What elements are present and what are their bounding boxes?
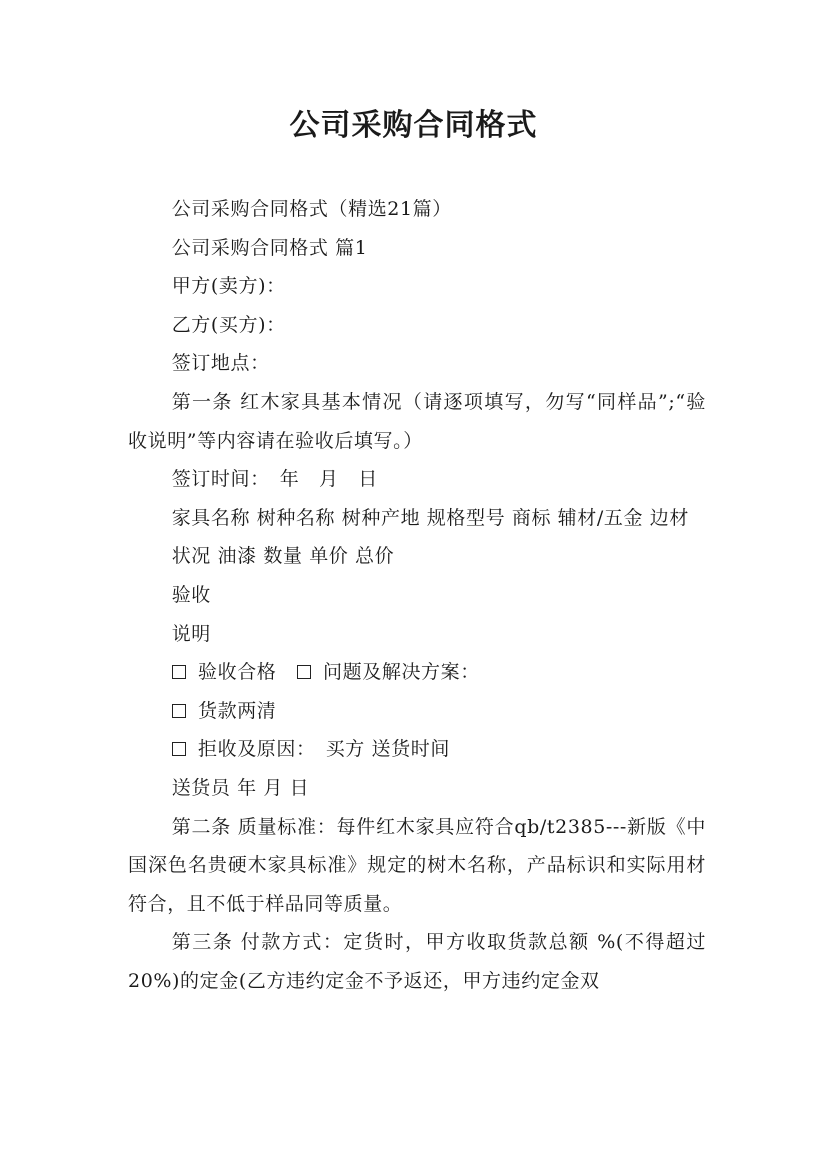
payment-settled-checkbox[interactable]: [172, 704, 186, 718]
delivery-person-line: 送货员 年 月 日: [171, 776, 310, 799]
payment-settled-label: 货款两清: [198, 699, 277, 722]
party-a-line: 甲方(卖方)：: [171, 275, 286, 298]
checkbox-row-paid: [128, 692, 706, 731]
rejection-checkbox[interactable]: [172, 742, 186, 756]
acceptance-pass-checkbox[interactable]: [172, 665, 186, 679]
column-headers-line-1: 家具名称 树种名称 树种产地 规格型号 商标 辅材/五金 边材: [171, 506, 689, 529]
article-3-paragraph: 第三条 付款方式：定货时，甲方收取货款总额 %(不得超过20%)的定金(乙方违约定金不予返还，甲方违约定金双: [128, 931, 706, 992]
issue-solution-label: 问题及解决方案：: [323, 661, 480, 684]
acceptance-label: 验收: [171, 583, 211, 606]
column-headers-line-2: 状况 油漆 数量 单价 总价: [171, 545, 395, 568]
subtitle-line: 公司采购合同格式（精选21篇）: [171, 198, 452, 220]
checkbox-row-acceptance: [128, 653, 706, 692]
part-heading: 公司采购合同格式 篇1: [171, 236, 368, 259]
article-1-paragraph: 第一条 红木家具基本情况（请逐项填写，勿写“同样品”;“验收说明”等内容请在验收后填写。）: [128, 390, 706, 452]
acceptance-pass-label: 验收合格: [198, 661, 277, 684]
checkbox-row-reject: [128, 730, 706, 769]
article-2-paragraph: 第二条 质量标准：每件红木家具应符合qb/t2385---新版《中国深色名贵硬木家具标准》规定的树木名称，产品标识和实际用材符合，且不低于样品同等质量。: [128, 815, 706, 915]
issue-solution-checkbox[interactable]: [297, 665, 311, 679]
explanation-label: 说明: [171, 622, 211, 645]
signing-time-line: 签订时间： 年 月 日: [171, 468, 378, 491]
document-body: [128, 190, 706, 1000]
signing-place-line: 签订地点：: [171, 352, 270, 375]
document-title: 公司采购合同格式: [289, 108, 538, 143]
party-b-line: 乙方(买方)：: [171, 313, 286, 336]
rejection-label: 拒收及原因： 买方 送货时间: [198, 738, 450, 761]
